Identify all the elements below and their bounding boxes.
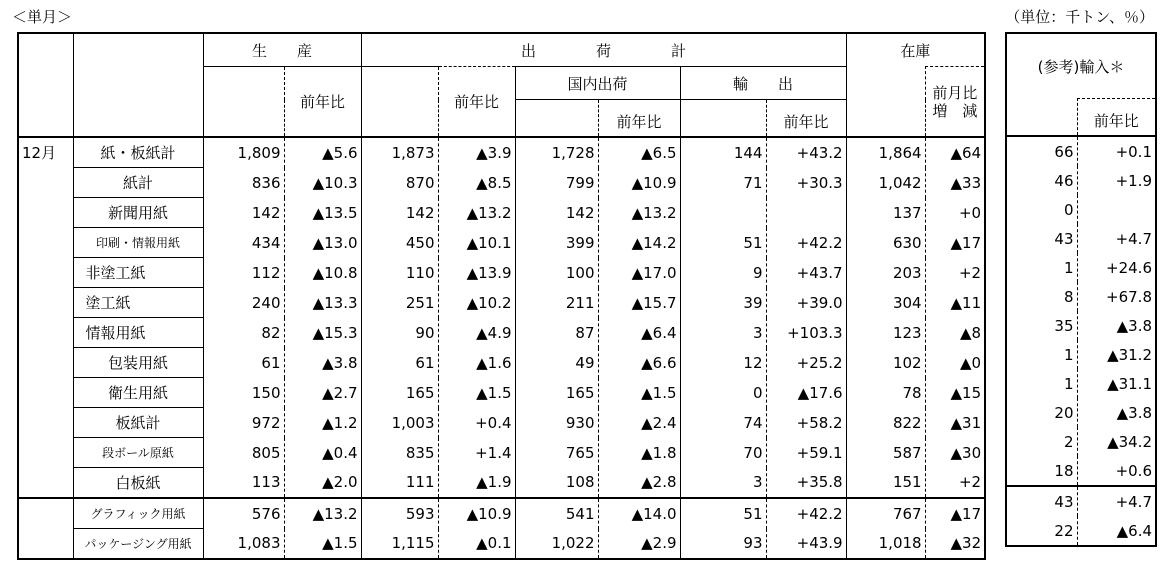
export-value-cell: 51 [680,228,766,258]
table-row [18,529,985,560]
production-yoy-cell: ▲1.2 [284,408,361,438]
import-value-cell: 2 [1063,432,1074,451]
table-row [18,318,985,348]
shipment-value-cell: 1,115 [361,529,438,560]
production-value-cell: 150 [251,383,281,402]
month-header-cell [18,33,73,137]
production-value-cell: 1,809 [203,137,284,168]
row-label: 板紙計 [73,408,203,438]
row-label: 塗工紙 [73,288,203,318]
import-value-cell: 35 [1054,316,1074,335]
domestic-value-cell: 1,022 [515,529,598,560]
export-yoy-cell: +42.2 [766,498,846,529]
export-value-cell: 70 [680,438,766,468]
table-row [18,258,985,288]
inventory-change-cell: ▲8 [925,318,985,348]
inventory-change-line2: 増 減 [932,101,978,120]
shipment-yoy-cell: ▲13.9 [438,258,515,288]
inventory-change-cell: ▲0 [925,348,985,378]
import-row [1006,369,1156,398]
month-cell [18,258,73,288]
inventory-change-cell: +2 [925,258,985,288]
shipment-yoy-cell: ▲1.6 [438,348,515,378]
import-header: (参考)輸入＊ [1037,57,1125,76]
domestic-yoy-cell: ▲15.7 [598,288,680,318]
table-row [18,198,985,228]
shipment-value-cell: 870 [361,168,438,198]
import-row [1006,253,1156,282]
import-row [1006,166,1156,195]
inventory-value-cell: 123 [846,318,925,348]
table-row [18,498,985,529]
shipment-value-cell: 593 [361,498,438,529]
inventory-change-cell: ▲15 [925,378,985,408]
row-label: パッケージング用紙 [73,529,203,560]
row-label: グラフィック用紙 [73,498,203,529]
export-value-cell: 71 [680,168,766,198]
inventory-value-cell: 203 [846,258,925,288]
production-yoy-header: 前年比 [284,67,361,138]
domestic-yoy-cell: ▲17.0 [598,258,680,288]
export-value-cell: 39 [680,288,766,318]
production-value-cell: 112 [251,263,281,282]
import-row [1006,516,1156,546]
export-value-cell: 3 [680,468,766,499]
unit-caption-right: （単位：千トン、％） [1005,8,1154,26]
table-row [18,137,985,168]
domestic-value-cell: 930 [515,408,598,438]
domestic-value-cell: 211 [515,288,598,318]
export-yoy-cell: +30.3 [766,168,846,198]
production-value-cell: 434 [251,233,281,252]
import-value-cell: 1 [1063,345,1074,364]
import-row [1006,340,1156,369]
inventory-change-cell: ▲31 [925,408,985,438]
import-yoy-cell: ▲31.1 [1077,369,1156,398]
month-cell [18,438,73,468]
inventory-value-cell: 1,042 [846,168,925,198]
export-yoy-cell [766,198,846,228]
import-yoy-cell: ▲3.8 [1077,398,1156,427]
domestic-value-cell: 165 [515,378,598,408]
import-yoy-cell: +0.1 [1077,136,1156,166]
domestic-value-cell: 1,728 [515,137,598,168]
production-yoy-cell: ▲2.7 [284,378,361,408]
export-yoy-cell: +39.0 [766,288,846,318]
inventory-change-header [925,67,985,138]
row-label: 紙計 [73,168,203,198]
month-cell [18,228,73,258]
production-yoy-cell: ▲13.5 [284,198,361,228]
shipment-value-cell: 450 [361,228,438,258]
shipment-yoy-cell: +0.4 [438,408,515,438]
import-value-cell: 66 [1006,136,1077,166]
domestic-value-cell: 49 [515,348,598,378]
shipment-yoy-cell: ▲10.1 [438,228,515,258]
shipment-yoy-cell: ▲10.2 [438,288,515,318]
month-cell [18,288,73,318]
table-row [18,228,985,258]
domestic-yoy-cell: ▲10.9 [598,168,680,198]
inventory-value-cell: 1,864 [846,137,925,168]
shipment-yoy-cell: +1.4 [438,438,515,468]
production-yoy-cell: ▲10.8 [284,258,361,288]
import-value-cell: 1 [1063,374,1074,393]
domestic-yoy-cell: ▲1.8 [598,438,680,468]
export-yoy-header: 前年比 [766,100,846,138]
production-yoy-cell: ▲0.4 [284,438,361,468]
import-row [1006,486,1156,516]
export-yoy-cell: +42.2 [766,228,846,258]
table-row [18,168,985,198]
month-cell [18,468,73,499]
import-yoy-cell [1077,195,1156,224]
domestic-yoy-cell: ▲2.8 [598,468,680,499]
import-row [1006,195,1156,224]
export-yoy-cell: ▲17.6 [766,378,846,408]
inventory-value-cell: 767 [846,498,925,529]
domestic-value-cell: 399 [515,228,598,258]
month-cell [18,378,73,408]
export-value-cell: 0 [680,378,766,408]
domestic-yoy-header: 前年比 [598,100,680,138]
domestic-value-cell: 765 [515,438,598,468]
table-row [18,468,985,499]
paper-statistics-table [17,32,986,560]
inventory-header: 在庫 [846,33,985,67]
inventory-value-cell: 78 [846,378,925,408]
production-value-cell: 836 [251,173,281,192]
month-cell [18,348,73,378]
import-row [1006,398,1156,427]
domestic-header: 国内出荷 [515,67,680,100]
label-header-cell [73,33,203,137]
production-yoy-cell: ▲15.3 [284,318,361,348]
inventory-value-cell: 630 [846,228,925,258]
inventory-change-line1: 前月比 [932,83,978,102]
export-value-cell: 12 [680,348,766,378]
domestic-yoy-cell: ▲1.5 [598,378,680,408]
import-value-header [1006,99,1077,137]
export-yoy-cell: +25.2 [766,348,846,378]
production-value-header [203,67,284,138]
domestic-value-cell: 108 [515,468,598,499]
domestic-value-cell: 87 [515,318,598,348]
domestic-value-header [515,100,598,138]
production-value-cell: 82 [261,323,281,342]
production-yoy-cell: ▲10.3 [284,168,361,198]
shipment-value-cell: 111 [361,468,438,499]
inventory-value-cell: 137 [846,198,925,228]
domestic-value-cell: 799 [515,168,598,198]
import-value-cell: 1 [1063,258,1074,277]
import-row [1006,282,1156,311]
import-yoy-cell: +1.9 [1077,166,1156,195]
inventory-change-cell: ▲30 [925,438,985,468]
shipment-value-cell: 142 [361,198,438,228]
export-value-cell: 74 [680,408,766,438]
production-yoy-cell: ▲13.3 [284,288,361,318]
domestic-yoy-cell: ▲2.9 [598,529,680,560]
shipment-value-cell: 61 [361,348,438,378]
production-value-cell: 576 [203,498,284,529]
import-value-cell: 22 [1054,521,1074,540]
export-value-cell: 3 [680,318,766,348]
shipment-value-cell: 251 [361,288,438,318]
inventory-value-cell: 1,018 [846,529,925,560]
shipment-yoy-header: 前年比 [438,67,515,138]
row-label: 白板紙 [73,468,203,499]
production-value-cell: 113 [251,473,281,492]
import-row [1006,311,1156,340]
shipment-yoy-cell: ▲13.2 [438,198,515,228]
shipment-yoy-cell: ▲3.9 [438,137,515,168]
shipment-yoy-cell: ▲10.9 [438,498,515,529]
import-value-cell: 20 [1054,403,1074,422]
import-yoy-cell: ▲3.8 [1077,311,1156,340]
table-row [18,438,985,468]
domestic-yoy-cell: ▲2.4 [598,408,680,438]
import-yoy-cell: +67.8 [1077,282,1156,311]
row-label: 非塗工紙 [73,258,203,288]
table-row [18,348,985,378]
inventory-change-cell: ▲32 [925,529,985,560]
shipment-value-cell: 90 [361,318,438,348]
month-cell [18,498,73,529]
export-yoy-cell: +58.2 [766,408,846,438]
inventory-change-cell: ▲17 [925,498,985,529]
domestic-value-cell: 100 [515,258,598,288]
inventory-value-cell: 304 [846,288,925,318]
import-value-cell: 18 [1054,461,1074,480]
export-value-cell [680,198,766,228]
month-cell [18,168,73,198]
import-value-cell: 8 [1063,287,1074,306]
month-cell [18,529,73,560]
domestic-yoy-cell: ▲6.4 [598,318,680,348]
import-value-cell: 43 [1054,229,1074,248]
row-label: 紙・板紙計 [73,137,203,168]
production-value-cell: 805 [251,443,281,462]
shipment-yoy-cell: ▲8.5 [438,168,515,198]
production-yoy-cell: ▲2.0 [284,468,361,499]
shipment-value-cell: 1,873 [361,137,438,168]
shipment-yoy-cell: ▲0.1 [438,529,515,560]
inventory-change-cell: ▲64 [925,137,985,168]
inventory-value-header [846,67,925,138]
production-yoy-cell: ▲13.0 [284,228,361,258]
inventory-change-cell: ▲11 [925,288,985,318]
inventory-value-cell: 102 [846,348,925,378]
export-yoy-cell: +103.3 [766,318,846,348]
row-label: 情報用紙 [73,318,203,348]
shipment-value-cell: 110 [361,258,438,288]
import-row [1006,136,1156,166]
export-yoy-cell: +59.1 [766,438,846,468]
inventory-change-cell: ▲17 [925,228,985,258]
production-yoy-cell: ▲13.2 [284,498,361,529]
import-yoy-cell: ▲34.2 [1077,427,1156,456]
export-value-cell: 144 [680,137,766,168]
import-row [1006,427,1156,456]
shipment-value-header [361,67,438,138]
month-cell [18,318,73,348]
shipment-yoy-cell: ▲1.5 [438,378,515,408]
inventory-value-cell: 587 [846,438,925,468]
inventory-value-cell: 151 [846,468,925,499]
shipment-value-cell: 165 [361,378,438,408]
export-value-cell: 51 [680,498,766,529]
month-cell: 12月 [18,137,73,168]
import-yoy-cell: ▲31.2 [1077,340,1156,369]
export-yoy-cell: +43.2 [766,137,846,168]
domestic-yoy-cell: ▲6.6 [598,348,680,378]
import-yoy-header: 前年比 [1077,99,1156,137]
inventory-change-cell: +2 [925,468,985,499]
table-row [18,378,985,408]
unit-caption-left: ＜単月＞ [12,8,73,26]
shipment-yoy-cell: ▲4.9 [438,318,515,348]
production-header: 生 産 [203,33,361,67]
inventory-change-cell: +0 [925,198,985,228]
import-yoy-cell: +24.6 [1077,253,1156,282]
import-yoy-cell: ▲6.4 [1077,516,1156,546]
inventory-change-cell: ▲33 [925,168,985,198]
import-yoy-cell: +4.7 [1077,224,1156,253]
shipment-value-cell: 835 [361,438,438,468]
table-row [18,408,985,438]
row-label: 包装用紙 [73,348,203,378]
import-value-cell: 0 [1063,200,1074,219]
row-label: 印刷・情報用紙 [73,228,203,258]
import-value-cell: 43 [1006,486,1077,516]
row-label: 新聞用紙 [73,198,203,228]
production-yoy-cell: ▲3.8 [284,348,361,378]
production-yoy-cell: ▲1.5 [284,529,361,560]
export-yoy-cell: +43.9 [766,529,846,560]
domestic-value-cell: 541 [515,498,598,529]
import-row [1006,456,1156,486]
import-table [1005,32,1157,547]
domestic-yoy-cell: ▲13.2 [598,198,680,228]
shipment-value-cell: 1,003 [361,408,438,438]
row-label: 衛生用紙 [73,378,203,408]
import-value-cell: 46 [1054,171,1074,190]
production-value-cell: 142 [251,203,281,222]
export-value-cell: 93 [680,529,766,560]
import-row [1006,224,1156,253]
export-value-cell: 9 [680,258,766,288]
production-yoy-cell: ▲5.6 [284,137,361,168]
production-value-cell: 61 [261,353,281,372]
import-yoy-cell: +0.6 [1077,456,1156,486]
production-value-cell: 240 [251,293,281,312]
domestic-yoy-cell: ▲6.5 [598,137,680,168]
domestic-yoy-cell: ▲14.2 [598,228,680,258]
export-value-header [680,100,766,138]
domestic-value-cell: 142 [515,198,598,228]
production-value-cell: 972 [251,413,281,432]
row-label: 段ボール原紙 [73,438,203,468]
inventory-value-cell: 822 [846,408,925,438]
production-value-cell: 1,083 [237,534,281,553]
export-yoy-cell: +43.7 [766,258,846,288]
shipment-total-header: 出 荷 計 [361,33,846,67]
export-header: 輸 出 [680,67,846,100]
export-yoy-cell: +35.8 [766,468,846,499]
domestic-yoy-cell: ▲14.0 [598,498,680,529]
month-cell [18,408,73,438]
month-cell [18,198,73,228]
table-row [18,288,985,318]
shipment-yoy-cell: ▲1.9 [438,468,515,499]
import-yoy-cell: +4.7 [1077,486,1156,516]
